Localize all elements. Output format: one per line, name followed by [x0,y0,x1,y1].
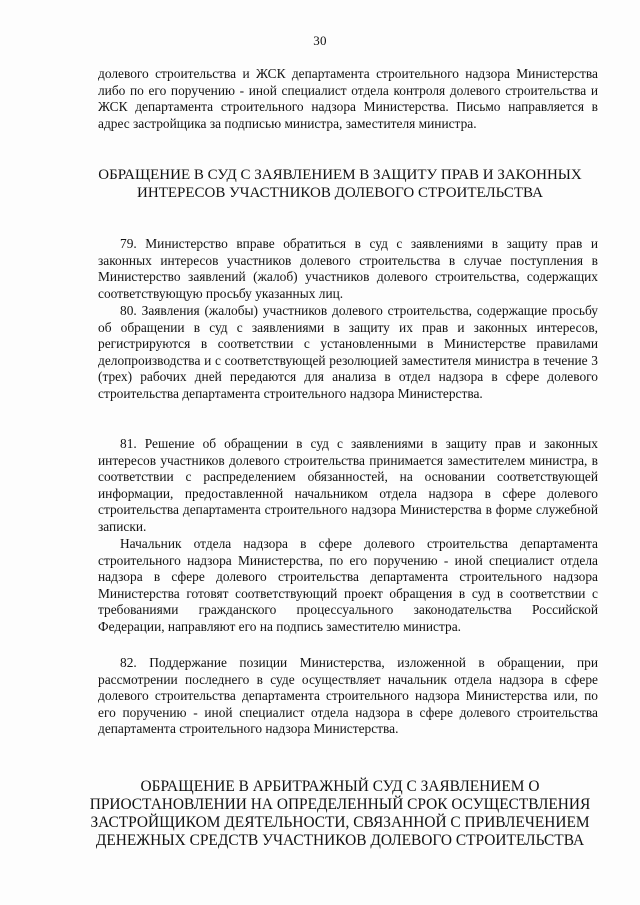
section-heading-court-claim: ОБРАЩЕНИЕ В СУД С ЗАЯВЛЕНИЕМ В ЗАЩИТУ ПРАВ И ЗАКОННЫХ ИНТЕРЕСОВ УЧАСТНИКОВ ДОЛЕВОГО СТРОИТЕЛЬСТВА [98,167,582,201]
paragraph-82: 82. Поддержание позиции Министерства, изложенной в обращении, при рассмотрении последнего в суде осуществляет начальник отдела надзора в сфере долевого строительства департамента строительного надзора Министерства или, по его поручению - иной специалист отдела надзора в сфере долевого строительства департамента строительного надзора Министерства. [98,655,598,737]
paragraph-81-continued: Начальник отдела надзора в сфере долевого строительства департамента строительного надзора Министерства, по его поручению - иной специалист отдела надзора в сфере долевого строительства департамента строительного надзора Министерства готовят соответствующий проект обращения в суд в соответствии с требованиями гражданского процессуального законодательства Российской Федерации, направляют его на подпись заместителю министра. [98,536,598,634]
paragraph-79: 79. Министерство вправе обратиться в суд с заявлениями в защиту прав и законных интересов участников долевого строительства в случае поступления в Министерство заявлений (жалоб) участников долевого строительства, содержащих соответствующую просьбу указанных лиц. [98,236,598,301]
section-heading-arbitration-claim: ОБРАЩЕНИЕ В АРБИТРАЖНЫЙ СУД С ЗАЯВЛЕНИЕМ О ПРИОСТАНОВЛЕНИИ НА ОПРЕДЕЛЕННЫЙ СРОК ОСУЩЕСТВЛЕНИЯ ЗАСТРОЙЩИКОМ ДЕЯТЕЛЬНОСТИ, СВЯЗАННОЙ С ПРИВЛЕЧЕНИЕМ ДЕНЕЖНЫХ СРЕДСТВ УЧАСТНИКОВ ДОЛЕВОГО СТРОИТЕЛЬСТВА [89,778,591,849]
paragraph-80: 80. Заявления (жалобы) участников долевого строительства, содержащие просьбу об обращении в суд с заявлениями в защиту их прав и законных интересов, регистрируются в соответствии с установленными в Министерстве правилами делопроизводства и с соответствующей резолюцией заместителя министра в течение 3 (трех) рабочих дней передаются для анализа в отдел надзора в сфере долевого строительства департамента строительного надзора Министерства. [98,303,598,401]
intro-paragraph: долевого строительства и ЖСК департамента строительного надзора Министерства либо по его поручению - иной специалист отдела контроля долевого строительства и ЖСК департамента строительного надзора Министерства. Письмо направляется в адрес застройщика за подписью министра, заместителя министра. [98,66,598,131]
paragraph-81: 81. Решение об обращении в суд с заявлениями в защиту прав и законных интересов участников долевого строительства принимается заместителем министра, в соответствии с распределением обязанностей, на основании соответствующей информации, предоставленной начальником отдела надзора в сфере долевого строительства департамента строительного надзора Министерства в форме служебной записки. [98,436,598,534]
page-number: 30 [313,33,327,48]
